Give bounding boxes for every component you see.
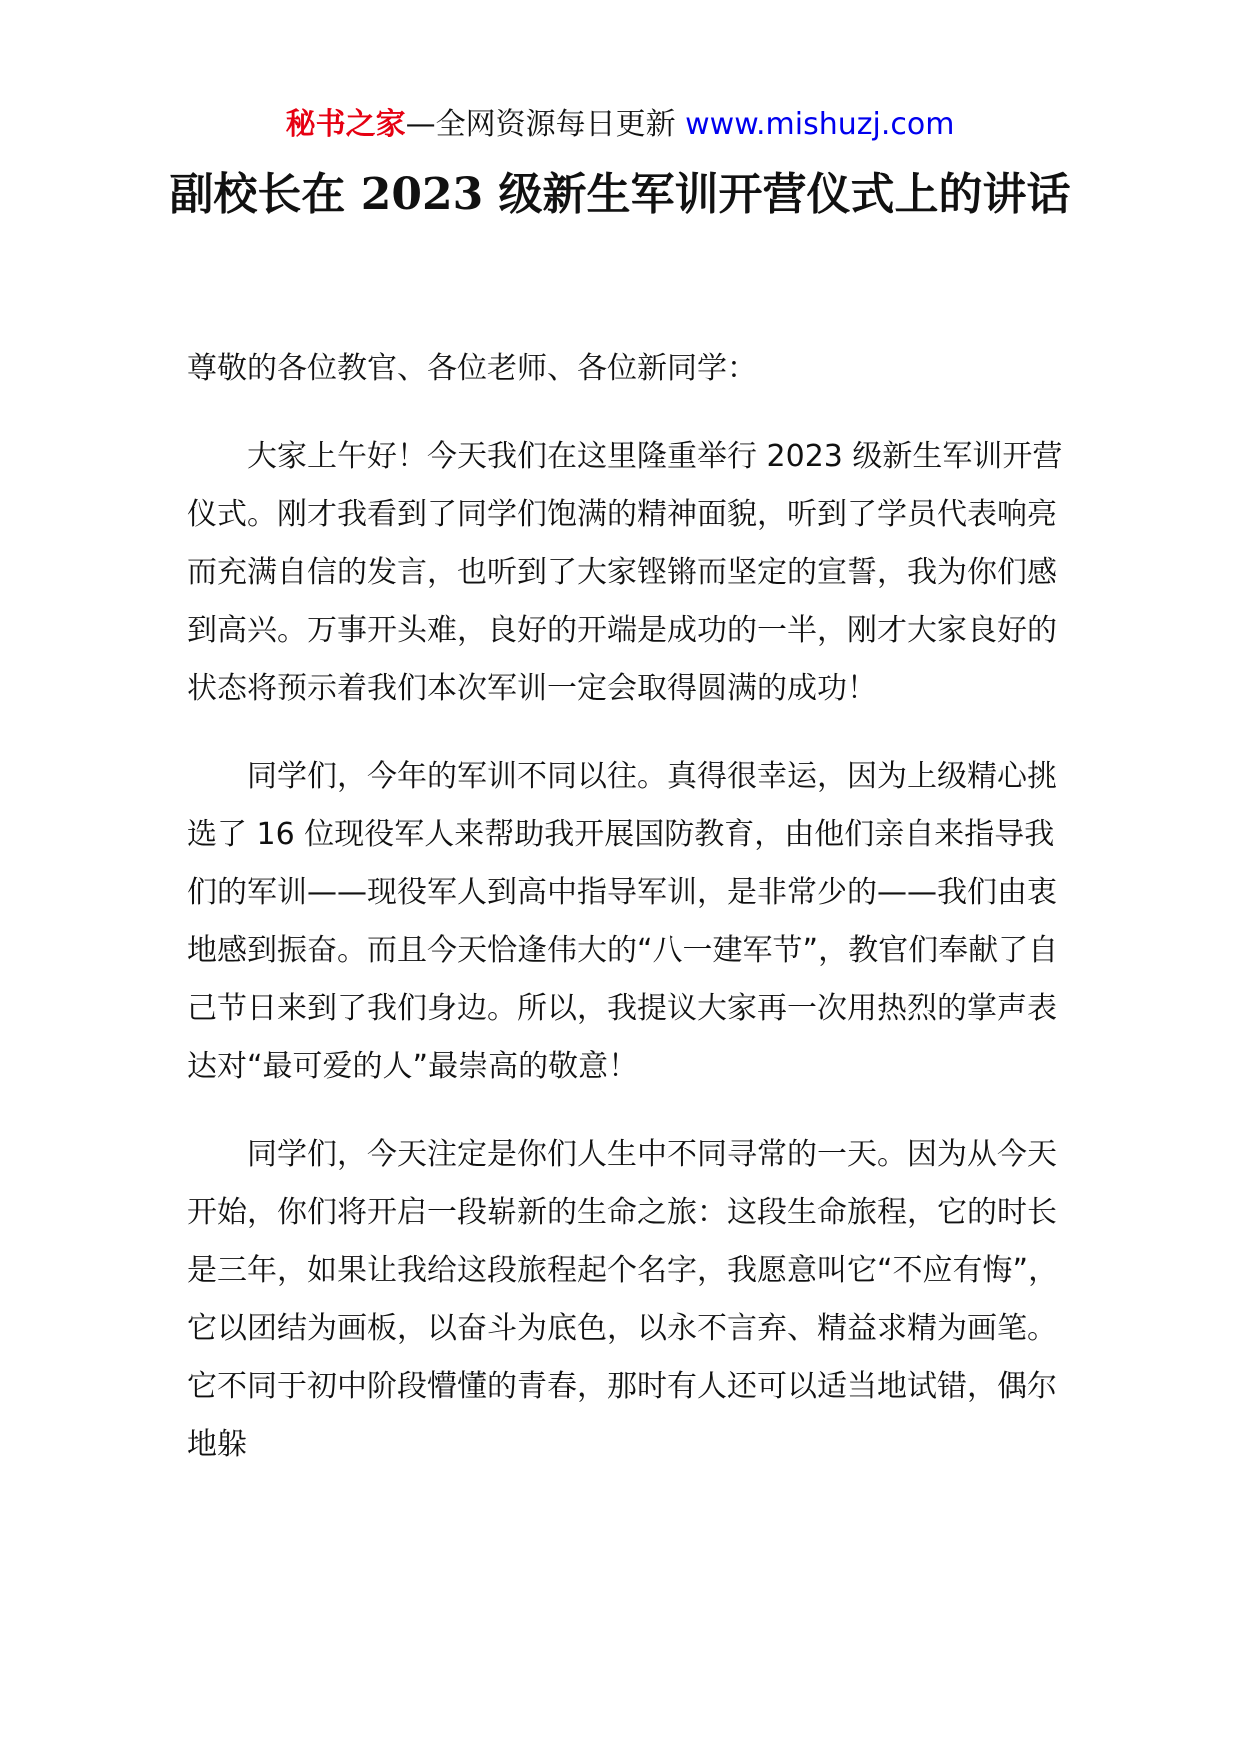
paragraph-3: 同学们，今天注定是你们人生中不同寻常的一天。因为从今天开始，你们将开启一段崭新的生命之旅：这段生命旅程，它的时长是三年，如果让我给这段旅程起个名字，我愿意叫它“不应有悔”，它以团结为画板，以奋斗为底色，以永不言弃、精益求精为画笔。它不同于初中阶段懵懂的青春，那时有人还可以适当地试错，偶尔地躲 — [187, 1137, 1059, 1462]
site-url-link[interactable]: www.mishuzj.com — [685, 107, 955, 142]
paragraph-1: 大家上午好！今天我们在这里隆重举行 2023 级新生军训开营仪式。刚才我看到了同学们饱满的精神面貌，听到了学员代表响亮而充满自信的发言，也听到了大家铿锵而坚定的宣誓，我为你们感到高兴。万事开头难，良好的开端是成功的一半，刚才大家良好的状态将预示着我们本次军训一定会取得圆满的成功！ — [187, 439, 1063, 706]
document-body — [187, 340, 1067, 1504]
greeting: 尊敬的各位教官、各位老师、各位新同学： — [187, 351, 757, 386]
paragraph-2: 同学们，今年的军训不同以往。真得很幸运，因为上级精心挑选了 16 位现役军人来帮助我开展国防教育，由他们亲自来指导我们的军训——现役军人到高中指导军训，是非常少的——我们由衷地感到振奋。而且今天恰逢伟大的“八一建军节”，教官们奉献了自己节日来到了我们身边。所以，我提议大家再一次用热烈的掌声表达对“最可爱的人”最崇高的敬意！ — [187, 759, 1059, 1084]
brand-name: 秘书之家 — [285, 107, 406, 142]
site-header — [0, 100, 1240, 150]
document-title: 副校长在 2023 级新生军训开营仪式上的讲话 — [169, 169, 1071, 220]
site-slogan: —全网资源每日更新 — [405, 107, 676, 142]
